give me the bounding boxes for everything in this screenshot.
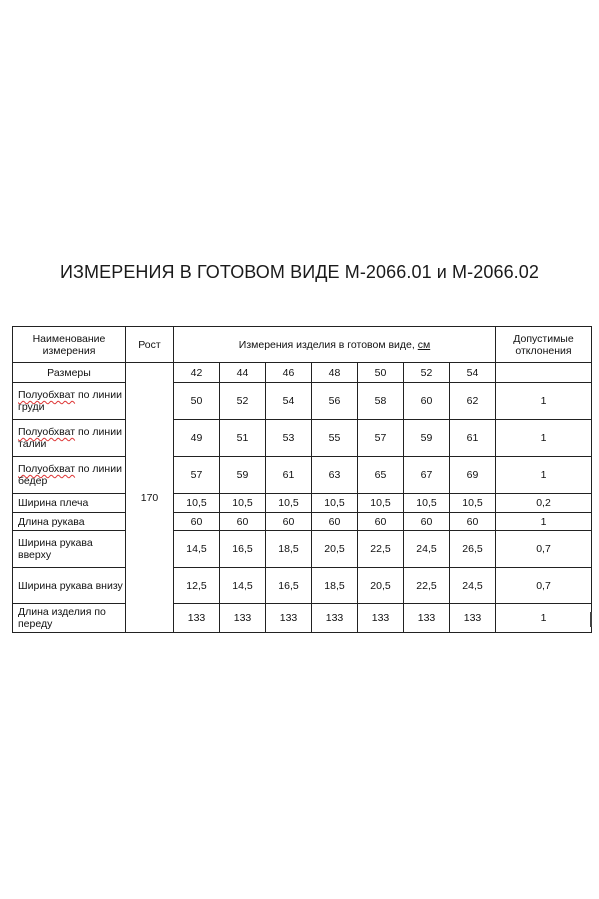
tolerance-cell: 1: [496, 457, 592, 494]
value-cell: 62: [450, 383, 496, 420]
value-cell: 12,5: [174, 568, 220, 604]
row-label-word: Полуобхват: [18, 389, 76, 401]
row-label: [13, 420, 126, 457]
header-measurements-text: Измерения изделия в готовом виде,: [238, 338, 418, 351]
value-cell: 56: [312, 383, 358, 420]
value-cell: 10,5: [266, 494, 312, 513]
row-label-word: Полуобхват: [18, 426, 76, 438]
value-cell: 14,5: [220, 568, 266, 604]
value-cell: 20,5: [312, 531, 358, 568]
value-cell: 133: [266, 604, 312, 633]
value-cell: 10,5: [358, 494, 404, 513]
value-cell: 133: [404, 604, 450, 633]
header-tolerance: Допустимые отклонения: [496, 327, 592, 363]
row-label-text: по линии талии: [18, 426, 122, 450]
value-cell: 60: [174, 513, 220, 531]
value-cell: 59: [404, 420, 450, 457]
row-label: [13, 568, 126, 604]
sizes-row: [13, 363, 592, 383]
table-row: [13, 494, 592, 513]
tolerance-cell: 0,2: [496, 494, 592, 513]
value-cell: 59: [220, 457, 266, 494]
row-label-text: Ширина плеча: [18, 497, 89, 509]
value-cell: 57: [174, 457, 220, 494]
value-cell: 10,5: [312, 494, 358, 513]
value-cell: 60: [404, 513, 450, 531]
row-label: [13, 457, 126, 494]
value-cell: 61: [266, 457, 312, 494]
value-cell: 58: [358, 383, 404, 420]
header-name: Наименование измерения: [13, 327, 126, 363]
header-measurements: [174, 327, 496, 363]
row-label: [13, 494, 126, 513]
value-cell: 57: [358, 420, 404, 457]
value-cell: 60: [358, 513, 404, 531]
header-row: [13, 327, 592, 363]
value-cell: 60: [312, 513, 358, 531]
document-title: ИЗМЕРЕНИЯ В ГОТОВОМ ВИДЕ М-2066.01 и М-2066.02: [60, 262, 539, 282]
table-row: [13, 420, 592, 457]
height-value: 170: [126, 363, 174, 633]
value-cell: 53: [266, 420, 312, 457]
size-cell: 46: [266, 363, 312, 383]
value-cell: 133: [312, 604, 358, 633]
row-label-text: Длина изделия по переду: [18, 606, 106, 630]
value-cell: 20,5: [358, 568, 404, 604]
value-cell: 16,5: [266, 568, 312, 604]
tolerance-cell: 1: [496, 513, 592, 531]
row-label-text: Ширина рукава внизу: [18, 579, 123, 592]
tolerance-empty: [496, 363, 592, 383]
value-cell: 133: [220, 604, 266, 633]
value-cell: 18,5: [266, 531, 312, 568]
value-cell: 52: [220, 383, 266, 420]
table-row: [13, 383, 592, 420]
value-cell: 63: [312, 457, 358, 494]
value-cell: 133: [450, 604, 496, 633]
value-cell: 10,5: [450, 494, 496, 513]
measurements-table: [12, 326, 592, 633]
size-cell: 52: [404, 363, 450, 383]
value-cell: 50: [174, 383, 220, 420]
size-cell: 48: [312, 363, 358, 383]
table-row: [13, 568, 592, 604]
value-cell: 22,5: [404, 568, 450, 604]
row-label-text: по линии груди: [18, 389, 122, 413]
row-label: [13, 513, 126, 531]
value-cell: 133: [174, 604, 220, 633]
value-cell: 10,5: [220, 494, 266, 513]
value-cell: 18,5: [312, 568, 358, 604]
header-height: Рост: [126, 327, 174, 363]
row-label-text: по линии бедер: [18, 463, 122, 487]
table-row: [13, 513, 592, 531]
value-cell: 65: [358, 457, 404, 494]
sizes-label: Размеры: [13, 363, 126, 383]
value-cell: 60: [450, 513, 496, 531]
tolerance-cell: 1: [496, 604, 592, 633]
row-label: [13, 604, 126, 633]
table-row: [13, 604, 592, 633]
size-cell: 44: [220, 363, 266, 383]
value-cell: 51: [220, 420, 266, 457]
size-cell: 54: [450, 363, 496, 383]
value-cell: 60: [266, 513, 312, 531]
value-cell: 61: [450, 420, 496, 457]
value-cell: 14,5: [174, 531, 220, 568]
page-edge-mark: [590, 612, 592, 627]
tolerance-cell: 0,7: [496, 568, 592, 604]
table-row: [13, 457, 592, 494]
value-cell: 67: [404, 457, 450, 494]
tolerance-cell: 1: [496, 420, 592, 457]
value-cell: 54: [266, 383, 312, 420]
value-cell: 133: [358, 604, 404, 633]
row-label-text: Длина рукава: [18, 515, 85, 528]
tolerance-cell: 1: [496, 383, 592, 420]
value-cell: 60: [404, 383, 450, 420]
value-cell: 22,5: [358, 531, 404, 568]
size-cell: 50: [358, 363, 404, 383]
row-label-text: Ширина рукава вверху: [18, 537, 93, 561]
row-label-word: Полуобхват: [18, 463, 76, 475]
row-label: [13, 531, 126, 568]
value-cell: 26,5: [450, 531, 496, 568]
header-measurements-unit: см: [417, 338, 431, 351]
value-cell: 60: [220, 513, 266, 531]
row-label: [13, 383, 126, 420]
value-cell: 55: [312, 420, 358, 457]
table-row: [13, 531, 592, 568]
value-cell: 24,5: [404, 531, 450, 568]
value-cell: 24,5: [450, 568, 496, 604]
value-cell: 49: [174, 420, 220, 457]
value-cell: 69: [450, 457, 496, 494]
value-cell: 10,5: [174, 494, 220, 513]
value-cell: 10,5: [404, 494, 450, 513]
tolerance-cell: 0,7: [496, 531, 592, 568]
size-cell: 42: [174, 363, 220, 383]
value-cell: 16,5: [220, 531, 266, 568]
